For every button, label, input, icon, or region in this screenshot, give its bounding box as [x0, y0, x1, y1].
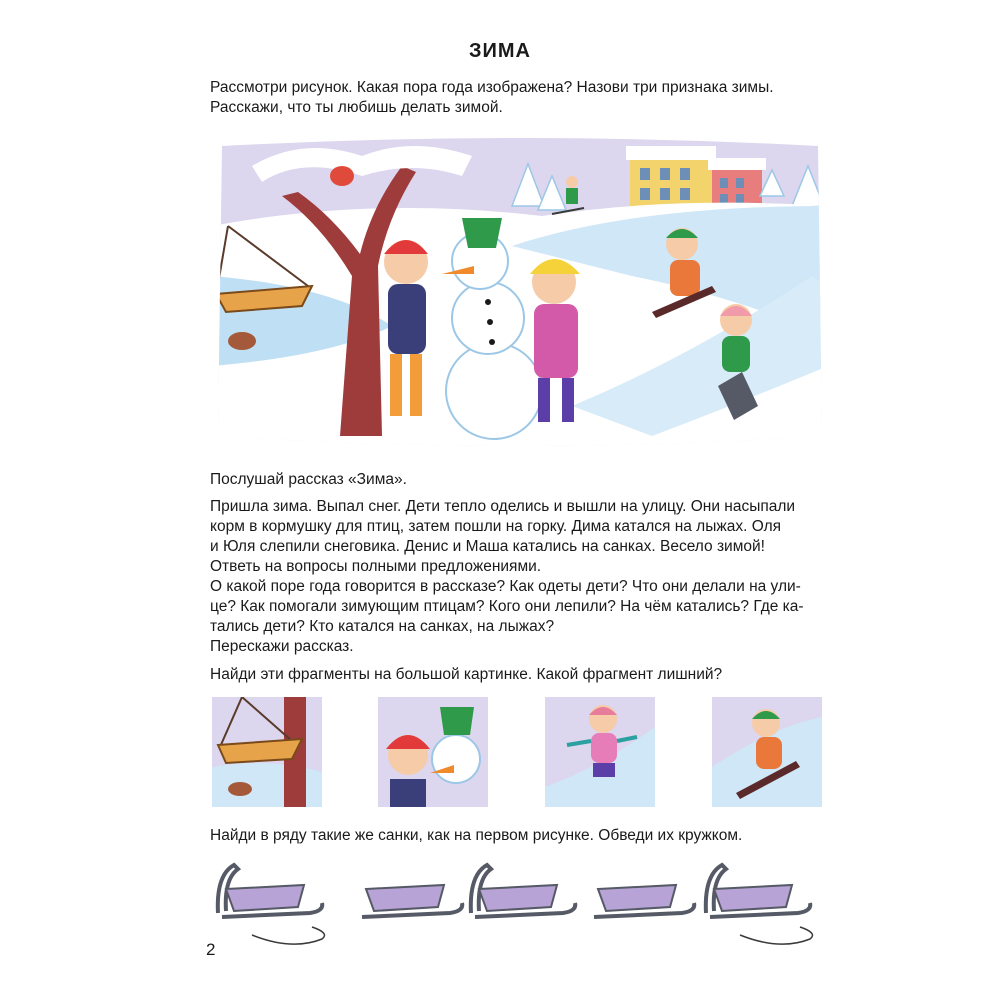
- fragments-task: Найди эти фрагменты на большой картинке. Какой фрагмент лишний?: [210, 666, 723, 683]
- story-line: тались дети? Кто катался на санках, на лыжах?: [210, 618, 555, 635]
- story-text: [210, 497, 850, 657]
- sled-option-4-icon[interactable]: [700, 855, 820, 955]
- story-line: Ответь на вопросы полными предложениями.: [210, 558, 542, 575]
- story-line: О какой поре года говорится в рассказе? Как одеты дети? Что они делали на ули-: [210, 578, 801, 595]
- page-number: 2: [206, 940, 216, 959]
- sleds-task: Найди в ряду такие же санки, как на первом рисунке. Обведи их кружком.: [210, 827, 743, 844]
- story-line: це? Как помогали зимующим птицам? Кого они лепили? На чём катались? Где ка-: [210, 598, 804, 615]
- story-line: Пришла зима. Выпал снег. Дети тепло оделись и вышли на улицу. Они насыпали: [210, 498, 796, 515]
- story-line: корм в кормушку для птиц, затем пошли на горку. Дима катался на лыжах. Оля: [210, 518, 782, 535]
- sled-sample-icon: [212, 855, 332, 955]
- intro-paragraph: [210, 78, 850, 118]
- intro-line: Рассмотри рисунок. Какая пора года изображена? Назови три признака зимы.: [210, 79, 774, 96]
- sled-option-2-icon[interactable]: [465, 855, 585, 955]
- sled-option-1-icon[interactable]: [352, 855, 472, 955]
- intro-line: Расскажи, что ты любишь делать зимой.: [210, 99, 503, 116]
- fragment-feeder-icon[interactable]: [212, 697, 322, 807]
- story-line: и Юля слепили снеговика. Денис и Маша катались на санках. Весело зимой!: [210, 538, 765, 555]
- story-heading: Послушай рассказ «Зима».: [210, 471, 407, 488]
- page-title: ЗИМА: [468, 40, 531, 62]
- sled-option-3-icon[interactable]: [584, 855, 704, 955]
- winter-scene-illustration: [212, 136, 828, 452]
- fragment-snowman-icon[interactable]: [378, 697, 488, 807]
- fragment-skater-icon[interactable]: [545, 697, 655, 807]
- fragment-sled-boy-icon[interactable]: [712, 697, 822, 807]
- story-line: Перескажи рассказ.: [210, 638, 354, 655]
